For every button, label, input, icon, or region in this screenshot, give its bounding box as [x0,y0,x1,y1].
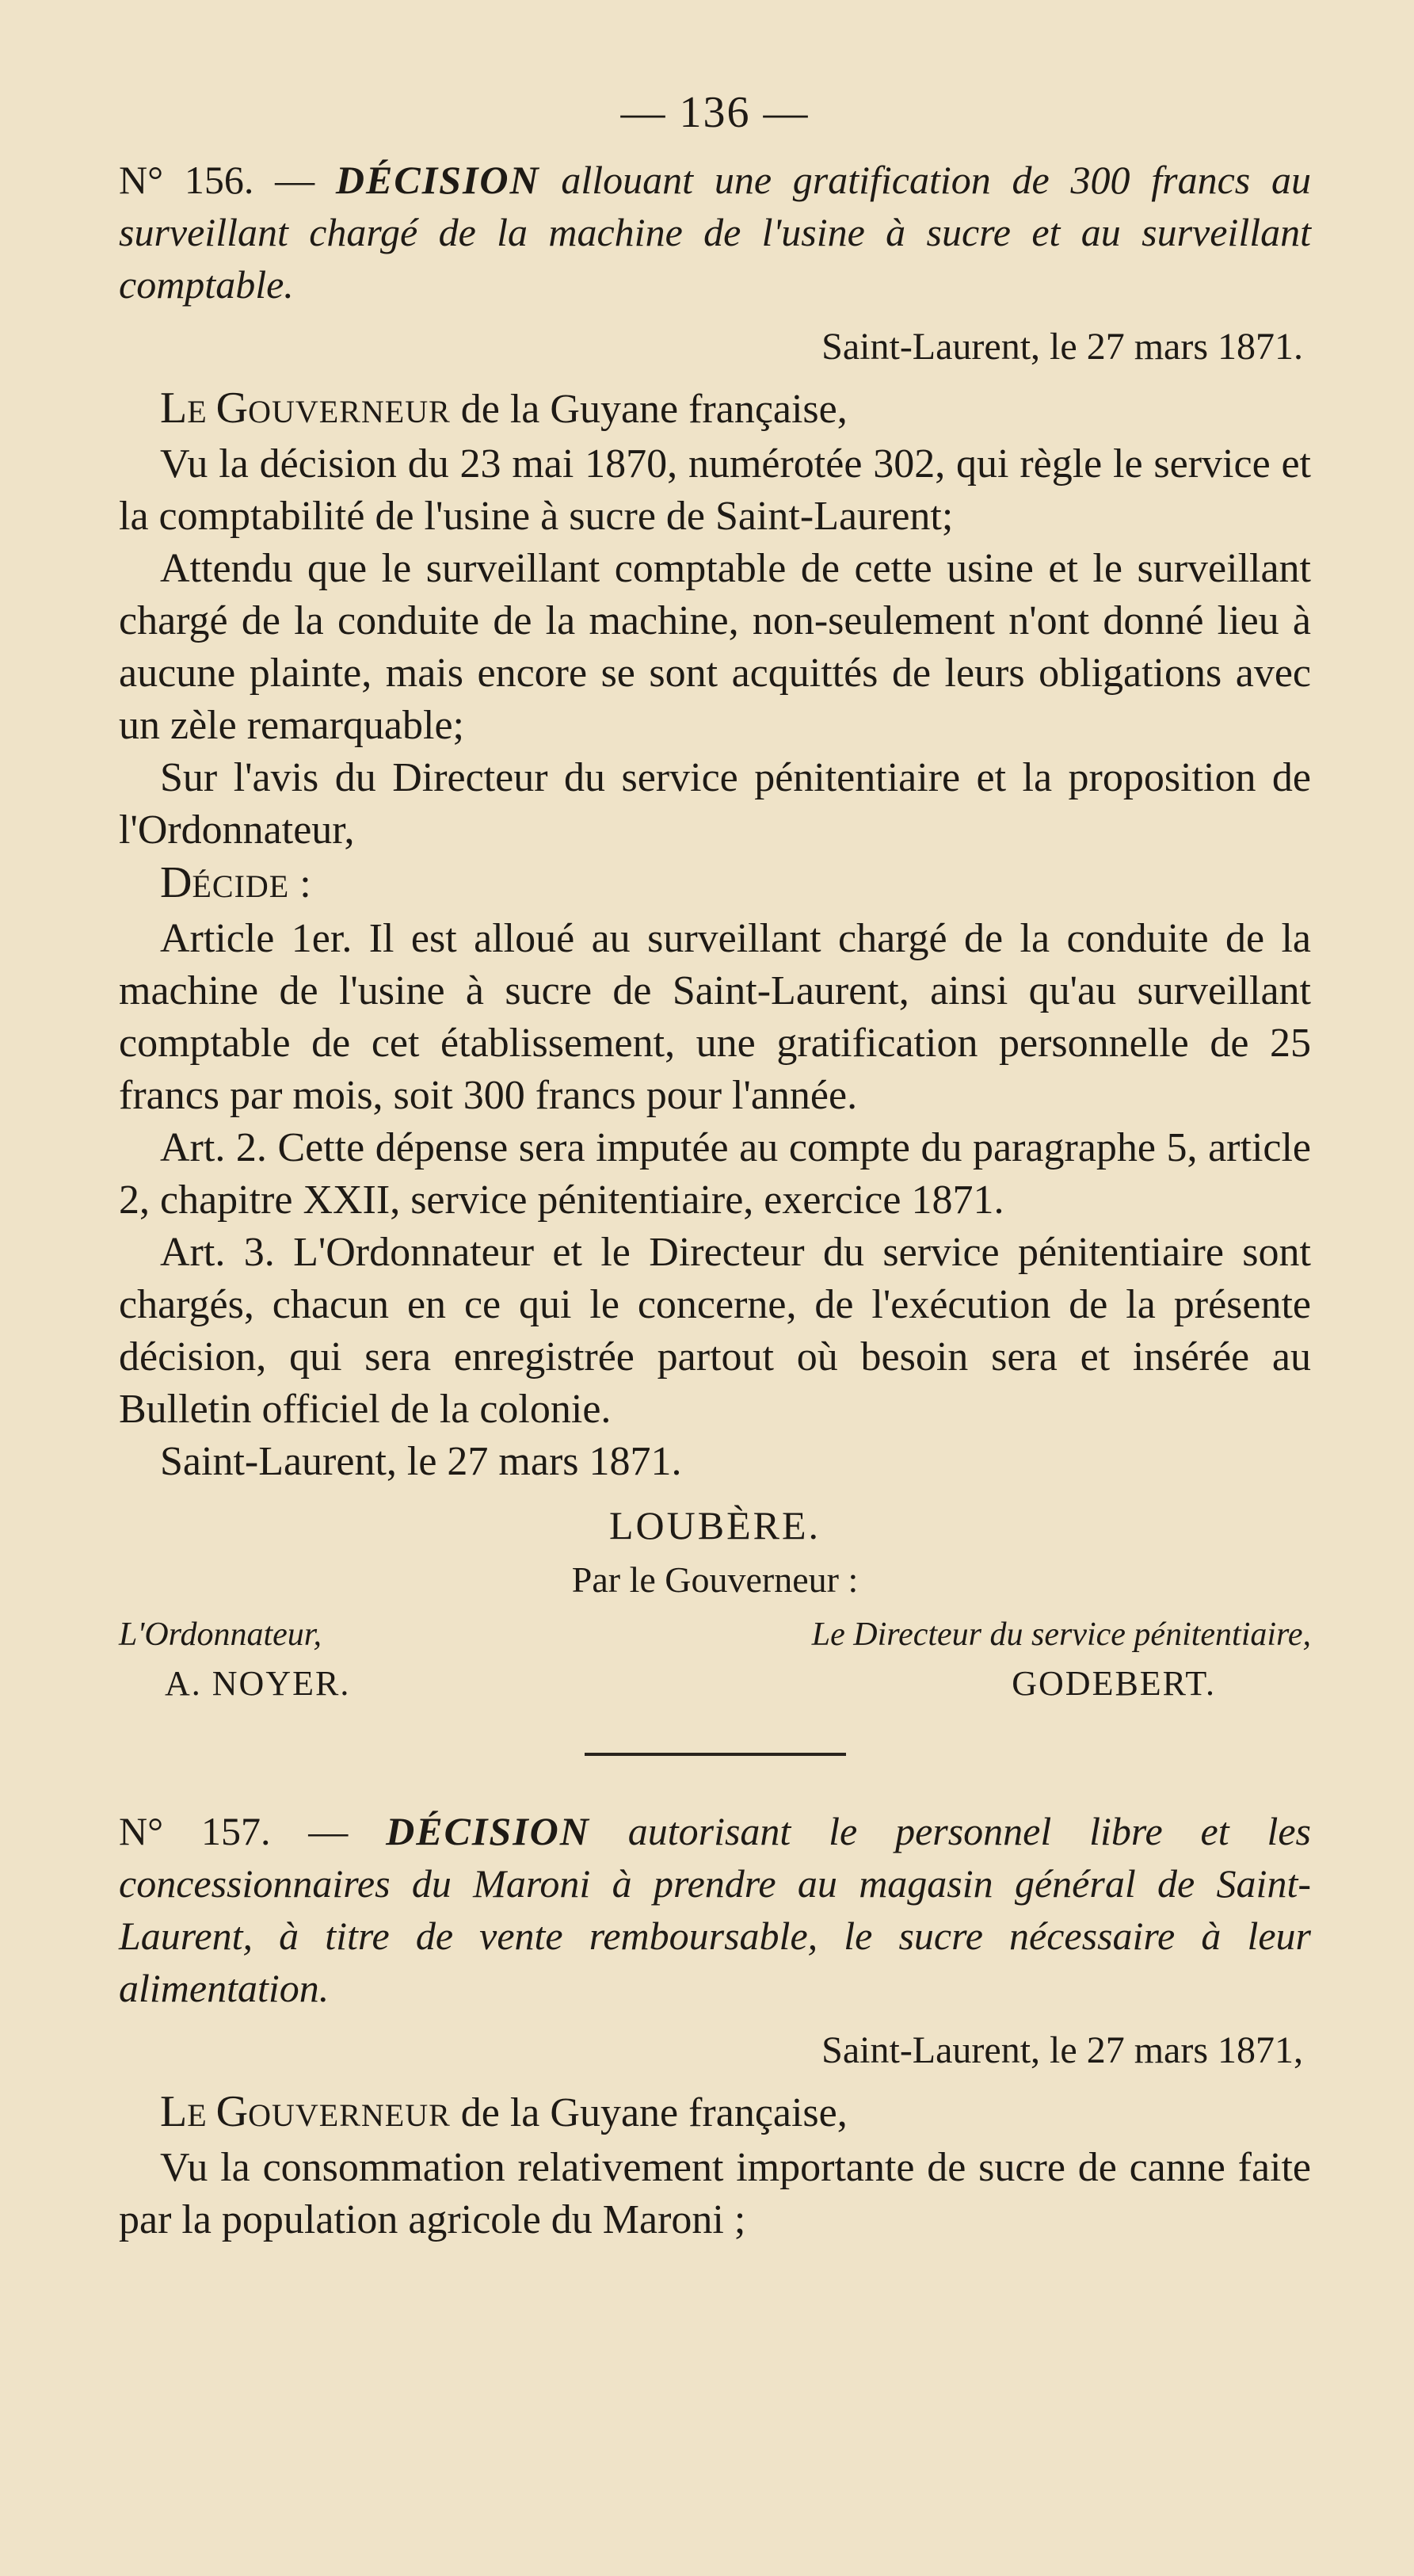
governor-signature: LOUBÈRE. [608,1503,821,1548]
decision-157-paragraph: Vu la consommation relativement importante de sucre de canne faite par la population agricole du Maroni ; [119,2145,1311,2242]
decision-156-number: N° 156. — [119,158,336,202]
decision-157-subject: autorisant le personnel libre et les concessionnaires du Maroni à prendre au magasin général de Saint-Laurent, à titre de vente remboursable, le sucre nécessaire à leur alimentation. [119,1809,1311,2010]
decision-157-governor-line: LE GOUVERNEUR de la Guyane française, [160,2087,848,2136]
ordonnateur-title: L'Ordonnateur, [119,1616,322,1653]
by-governor-line: Par le Gouverneur : [571,1559,859,1600]
decision-156-subject: allouant une gratification de 300 francs au surveillant chargé de la machine de l'usine à sucre et au surveillant comptable. [119,158,1312,307]
decision-157-keyword: DÉCISION [386,1809,590,1853]
decision-156-article-1: Article 1er. Il est alloué au surveillant chargé de la conduite de la machine de l'usine à sucre de Saint-Laurent, ainsi qu'au surveillant comptable de cet établissement, une gratification personnelle de 25 francs par mois, soit 300 francs pour l'année. [119,916,1311,1118]
decision-156-paragraph: Attendu que le surveillant comptable de cette usine et le surveillant chargé de la conduite de la machine, non-seulement n'ont donné lieu à aucune plainte, mais encore se sont acquittés de leurs obligations avec un zèle remarquable; [119,546,1311,748]
section-divider [585,1753,846,1756]
decision-157-heading [119,1805,1311,2014]
directeur-name: GODEBERT. [1012,1664,1216,1703]
decision-157-number: N° 157. — [119,1809,387,1853]
decision-156-keyword: DÉCISION [335,158,540,202]
signatory-titles [119,1610,1311,1659]
decision-156-closing-date: Saint-Laurent, le 27 mars 1871. [160,1439,682,1484]
decision-156-place-date: Saint-Laurent, le 27 mars 1871. [821,326,1303,368]
signatory-names [119,1659,1311,1708]
decision-156-governor-line: LE GOUVERNEUR de la Guyane française, [160,384,848,433]
decision-156-paragraph: Sur l'avis du Directeur du service pénitentiaire et la proposition de l'Ordonnateur, [119,755,1311,853]
ordonnateur-name: A. NOYER. [165,1664,351,1703]
directeur-title: Le Directeur du service pénitentiaire, [811,1616,1311,1653]
decision-156-article-2: Art. 2. Cette dépense sera imputée au compte du paragraphe 5, article 2, chapitre XXII, service pénitentiaire, exercice 1871. [119,1125,1311,1223]
decision-157-place-date: Saint-Laurent, le 27 mars 1871, [821,2029,1303,2071]
decision-156-heading [119,154,1311,311]
decision-156-article-3: Art. 3. L'Ordonnateur et le Directeur du service pénitentiaire sont chargés, chacun en ce qui le concerne, de l'exécution de la présente décision, qui sera enregistrée partout où besoin sera et insérée au Bulletin officiel de la colonie. [119,1230,1311,1432]
page-number: — 136 — [620,88,810,137]
decision-156-paragraph: Vu la décision du 23 mai 1870, numérotée 302, qui règle le service et la comptabilité de l'usine à sucre de Saint-Laurent; [119,441,1311,539]
decision-156-decide: DÉCIDE : [160,858,311,907]
